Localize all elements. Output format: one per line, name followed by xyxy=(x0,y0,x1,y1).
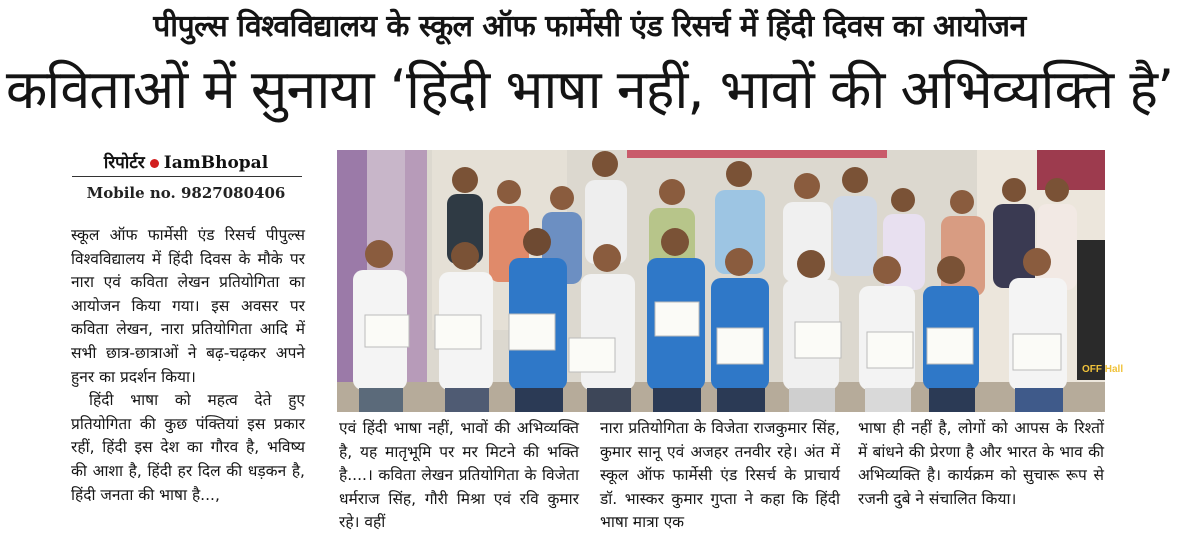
article-paragraph-4: नारा प्रतियोगिता के विजेता राजकुमार सिंह, कुमार सानू एवं अजहर तनवीर रहे। अंत में स्कूल ऑफ फार्मेसी एंड रिसर्च के प्राचार्य डॉ. भास्कर कुमार गुप्ता ने कहा कि हिंदी भाषा मात्रा एक xyxy=(600,419,840,532)
red-dot-icon xyxy=(150,159,159,168)
headline-line-2: कविताओं में सुनाया ‘हिंदी भाषा नहीं, भावों की अभिव्यक्ति है’ xyxy=(5,58,1174,121)
article-paragraph-1: स्कूल ऑफ फार्मेसी एंड रिसर्च पीपुल्स विश्वविद्यालय में हिंदी दिवस के मौके पर नारा एवं कविता लेखन प्रतियोगिता का आयोजन किया गया। इस अवसर पर कविता लेखन, नारा प्रतियोगिता आदि में सभी छात्र-छात्राओं ने बढ़-चढ़कर अपने हुनर का प्रदर्शन किया। xyxy=(71,226,305,386)
article-column-4 xyxy=(858,417,1104,511)
article-column-3 xyxy=(600,417,840,535)
article-column-1 xyxy=(71,224,305,507)
article-paragraph-3: एवं हिंदी भाषा नहीं, भावों की अभिव्यक्ति है, यह मातृभूमि पर मर मिटने की भक्ति है....। कविता लेखन प्रतियोगिता के विजेता धर्मराज सिंह, गौरी मिश्रा एवं रवि कुमार रहे। वहीं xyxy=(339,419,579,532)
article-column-2 xyxy=(339,417,579,535)
article-paragraph-5: भाषा ही नहीं है, लोगों को आपस के रिश्तों में बांधने की प्रेरणा है और भारत के भाव की अभिव्यक्ति है। कार्यक्रम को सुचारू रूप से रजनी दुबे ने संचालित किया। xyxy=(858,419,1104,508)
byline-rule xyxy=(72,176,302,177)
byline xyxy=(70,150,302,173)
group-photo-illustration xyxy=(337,150,1124,412)
news-photo xyxy=(337,150,1124,412)
mobile-number: Mobile no. 9827080406 xyxy=(86,184,286,202)
banner-fragment-text: OFF Hall xyxy=(1082,364,1124,375)
headline-line-1: पीपुल्स विश्वविद्यालय के स्कूल ऑफ फार्मेसी एंड रिसर्च में हिंदी दिवस का आयोजन xyxy=(153,9,1026,44)
brand-name: IamBhopal xyxy=(163,153,269,173)
article-paragraph-2: हिंदी भाषा को महत्व देते हुए प्रतियोगिता की कुछ पंक्तियां इस प्रकार रहीं, हिंदी इस देश का गौरव है, भविष्य की आशा है, हिंदी हर दिल की धड़कन है, हिंदी जनता की भाषा है..., xyxy=(71,391,305,504)
reporter-label: रिपोर्टर xyxy=(103,153,145,173)
